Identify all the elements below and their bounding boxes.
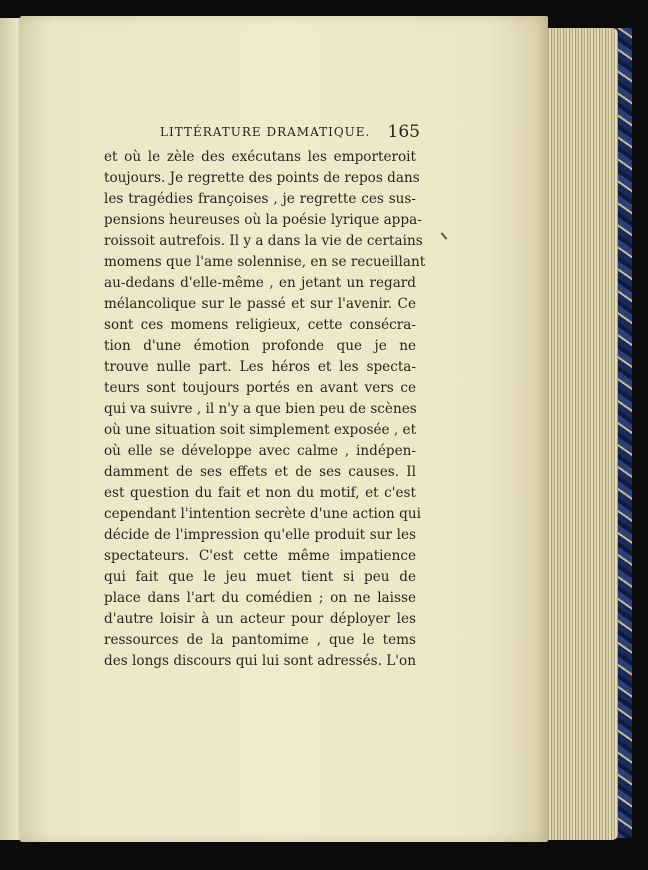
text-line: trouve nulle part. Les héros et les specta- — [104, 359, 416, 375]
text-line: des longs discours qui lui sont adressés. L'on — [104, 653, 416, 669]
text-line: damment de ses effets et de ses causes. Il — [104, 464, 416, 480]
text-line: ressources de la pantomime , que le tems — [104, 632, 416, 648]
body-text — [104, 147, 426, 672]
text-line: spectateurs. C'est cette même impatience — [104, 548, 416, 564]
text-line: pensions heureuses où la poésie lyrique appa- — [104, 212, 422, 228]
text-line: sont ces momens religieux, cette consécra- — [104, 317, 416, 333]
text-line: au-dedans d'elle-même , en jetant un regard — [104, 275, 416, 291]
page-edges — [540, 28, 618, 840]
text-line: où une situation soit simplement exposée , et — [104, 422, 417, 438]
text-line: mélancolique sur le passé et sur l'avenir. Ce — [104, 296, 416, 312]
text-line: toujours. Je regrette des points de repos dans — [104, 170, 420, 186]
text-line: les tragédies françoises , je regrette ces sus- — [104, 191, 416, 207]
text-line: où elle se développe avec calme , indépen- — [104, 443, 416, 459]
text-line: est question du fait et non du motif, et c'est — [104, 485, 416, 501]
text-line: et où le zèle des exécutans les emporteroit — [104, 149, 416, 165]
text-line: cependant l'intention secrète d'une action qui — [104, 506, 421, 522]
page-number: 165 — [387, 122, 420, 142]
text-line: qui va suivre , il n'y a que bien peu de scènes — [104, 401, 417, 417]
page-header — [160, 122, 420, 144]
text-line: tion d'une émotion profonde que je ne — [104, 338, 416, 354]
text-line: roissoit autrefois. Il y a dans la vie de certains — [104, 233, 423, 249]
text-line: qui fait que le jeu muet tient si peu de — [104, 569, 416, 585]
text-line: momens que l'ame solennise, en se recueillant — [104, 254, 426, 270]
text-line: décide de l'impression qu'elle produit sur les — [104, 527, 416, 543]
text-line: d'autre loisir à un acteur pour déployer les — [104, 611, 416, 627]
text-line: teurs sont toujours portés en avant vers ce — [104, 380, 416, 396]
running-title: LITTÉRATURE DRAMATIQUE. — [160, 125, 371, 139]
text-line: place dans l'art du comédien ; on ne laisse — [104, 590, 416, 606]
